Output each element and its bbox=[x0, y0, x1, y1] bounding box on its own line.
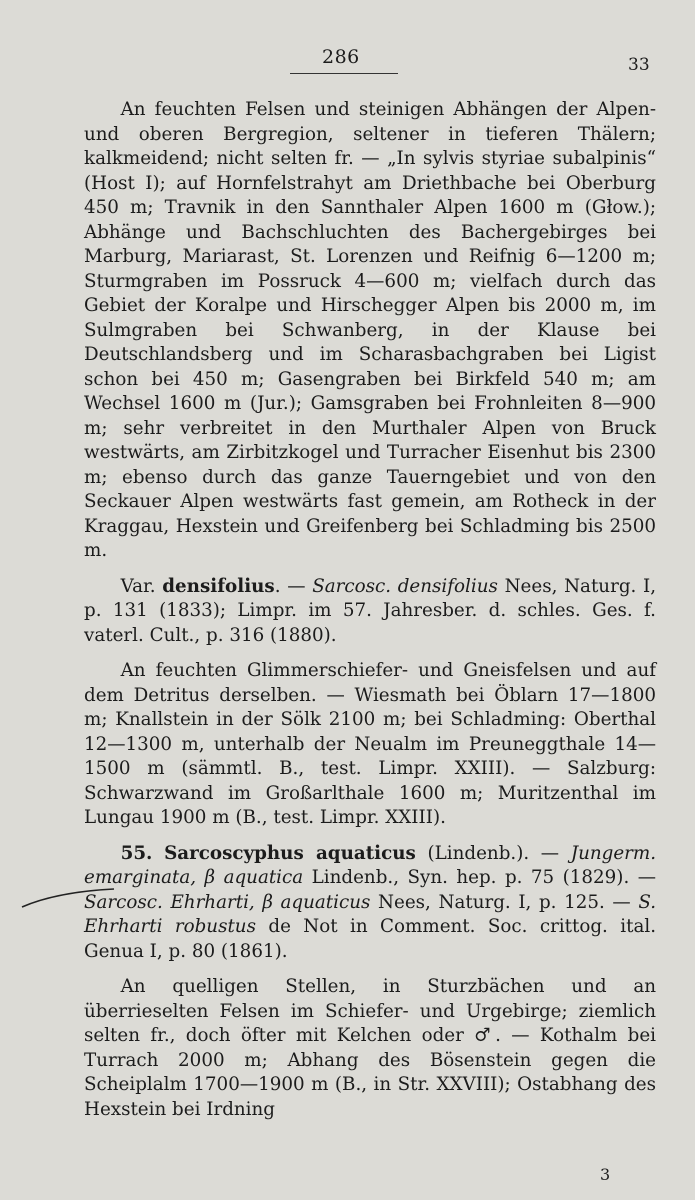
species-synonym-1-ref: Lindenb., Syn. hep. p. 75 (1829). — bbox=[311, 867, 656, 888]
variety-dash: . — bbox=[274, 575, 306, 597]
handwritten-pen-stroke bbox=[20, 885, 116, 911]
sheet-number: 33 bbox=[628, 55, 650, 75]
variety-synonym: Sarcosc. densifolius bbox=[312, 575, 498, 597]
paragraph-species bbox=[84, 842, 656, 965]
paragraph-variety-habitat: An feuchten Glimmerschiefer- und Gneisfelsen und auf dem Detritus derselben. — Wiesmath bei Öblarn 17—1800 m; Knallstein in der Sölk 2100 m; bei Schladming: Oberthal 12—1300 m, unterhalb der Neualm im Preuneggthale 14—1500 m (sämmtl. B., test. Limpr. XXIII). — Salzburg: Schwarzwand im Großarlthale 1600 m; Muritzenthal im Lungau 1900 m (B., test. Limpr. XXIII). bbox=[84, 660, 656, 828]
species-synonym-3: S. Ehrharti robustus bbox=[84, 891, 657, 937]
species-author: (Lindenb.). — bbox=[427, 842, 560, 864]
species-synonym-2: Sarcosc. Ehrharti, β aquaticus bbox=[84, 891, 371, 913]
species-name: Sarcoscyphus aquaticus bbox=[164, 842, 416, 864]
variety-reference: Nees, Naturg. I, p. 131 (1833); Limpr. im 57. Jahresber. d. schles. Ges. f. vaterl. Cult., p. 316 (1880). bbox=[84, 575, 657, 646]
variety-name: densifolius bbox=[162, 575, 275, 597]
paragraph-variety bbox=[84, 575, 656, 649]
paragraph-habitat: An feuchten Felsen und steinigen Abhängen der Alpen- und oberen Bergregion, seltener in tieferen Thälern; kalkmeidend; nicht selten fr. — „In sylvis styriae subalpinis“ (Host I); auf Hornfelstrahyt am Driethbache bei Oberburg 450 m; Travnik in den Sannthaler Alpen 1600 m (Głow.); Abhänge und Bachschluchten des Bachergebirges bei Marburg, Mariarast, St. Lorenzen und Reifnig 6—1200 m; Sturmgraben im Possruck 4—600 m; vielfach durch das Gebiet der Koralpe und Hirschegger Alpen bis 2000 m, im Sulmgraben bei Schwanberg, in der Klause bei Deutschlandsberg und im Scharasbachgraben bei Ligist schon bei 450 m; Gasengraben bei Birkfeld 540 m; am Wechsel 1600 m (Jur.); Gamsgraben bei Frohnleiten 8—900 m; sehr verbreitet in den Murthaler Alpen von Bruck westwärts, am Zirbitzkogel und Turracher Eisenhut bis 2300 m; ebenso durch das ganze Tauerngebiet und von den Seckauer Alpen westwärts fast gemein, am Rotheck in der Kraggau, Hexstein und Greifenberg bei Schladming bis 2500 m. bbox=[84, 99, 656, 561]
body-text bbox=[84, 98, 656, 1122]
header-rule bbox=[290, 73, 398, 74]
variety-prefix: Var. bbox=[120, 575, 156, 597]
species-synonym-2-ref: Nees, Naturg. I, p. 125. — bbox=[378, 891, 631, 913]
species-synonym-1: Jungerm. emarginata, β aquatica bbox=[84, 842, 657, 888]
species-synonym-3-ref: de Not in Comment. Soc. crittog. ital. Genua I, p. 80 (1861). bbox=[84, 916, 657, 962]
species-number: 55. bbox=[120, 842, 153, 864]
paragraph-species-habitat: An quelligen Stellen, in Sturzbächen und an überrieselten Felsen im Schiefer- und Urgebirge; ziemlich selten fr., doch öfter mit Kelchen oder ♂. — Kothalm bei Turrach 2000 m; Abhang des Bösenstein gegen die Scheiplalm 1700—1900 m (B., in Str. XXVIII); Ostabhang des Hexstein bei Irdning bbox=[84, 976, 656, 1120]
page-number: 286 bbox=[322, 46, 360, 68]
signature-number: 3 bbox=[600, 1165, 611, 1184]
